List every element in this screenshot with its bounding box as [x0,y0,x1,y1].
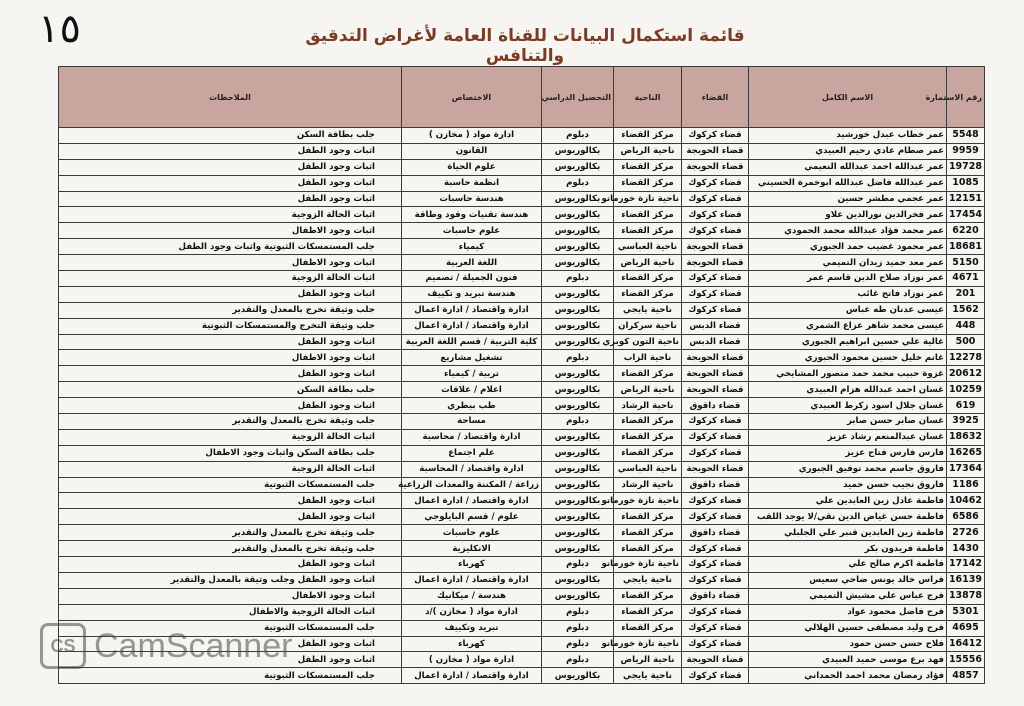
subdistrict-cell: مركز القضاء [614,620,682,636]
specialty-cell: القانون [402,143,542,159]
form-number-cell: 1430 [947,541,985,557]
header-specialty: الاختصاص [402,67,542,128]
full-name-cell: فاطمة فريدون بكر [749,541,947,557]
specialty-cell: تشغيل مشاريع [402,350,542,366]
district-cell: قضاء كركوك [682,286,749,302]
district-cell: قضاء كركوك [682,445,749,461]
degree-cell: بكالوريوس [542,382,614,398]
table-row [59,429,985,445]
header-subdistrict: الناحية [614,67,682,128]
specialty-cell: هندسة تبريد و تكييف [402,286,542,302]
table-row [59,668,985,684]
table-row [59,541,985,557]
specialty-cell: علوم حاسبات [402,223,542,239]
notes-cell: اثبات وجود الاطفال [59,223,402,239]
table-row [59,572,985,588]
header-notes: الملاحظات [59,67,402,128]
degree-cell: دبلوم [542,350,614,366]
full-name-cell: فاطمة حسن غياض الدين نقي/لا يوجد اللقب [749,509,947,525]
table-row [59,461,985,477]
notes-cell: اثبات وجود الطفل [59,334,402,350]
degree-cell: بكالوريوس [542,541,614,557]
district-cell: قضاء كركوك [682,636,749,652]
subdistrict-cell: ناحية يايجي [614,572,682,588]
header-form-no: رقم الاستمارة [947,67,985,128]
subdistrict-cell: ناحية العباسي [614,239,682,255]
notes-cell: اثبات الحالة الزوجية [59,207,402,223]
full-name-cell: غسان صابر حسن صابر [749,414,947,430]
full-name-cell: فهد برع موسى حميد العبيدي [749,652,947,668]
form-number-cell: 6220 [947,223,985,239]
subdistrict-cell: مركز القضاء [614,286,682,302]
district-cell: قضاء داقوق [682,588,749,604]
notes-cell: جلب المستمسكات الثبوتية [59,668,402,684]
full-name-cell: عيسى عدنان طه عباس [749,302,947,318]
subdistrict-cell: ناحية سركران [614,318,682,334]
table-row [59,271,985,287]
form-number-cell: 4671 [947,271,985,287]
full-name-cell: فاطمة اكرم صالح علي [749,557,947,573]
district-cell: قضاء كركوك [682,271,749,287]
degree-cell: دبلوم [542,414,614,430]
district-cell: قضاء داقوق [682,398,749,414]
full-name-cell: غالية علي حسين ابراهيم الجبوري [749,334,947,350]
specialty-cell: ادارة واقتصاد / ادارة اعمال [402,493,542,509]
notes-cell: جلب وثيقة تخرج بالمعدل والتقدير [59,541,402,557]
full-name-cell: عمر معد حميد زيدان التميمي [749,255,947,271]
full-name-cell: عمر عبدالله احمد عبدالله النعيمي [749,159,947,175]
specialty-cell: اعلام / علاقات [402,382,542,398]
degree-cell: بكالوريوس [542,255,614,271]
degree-cell: بكالوريوس [542,143,614,159]
table-row [59,286,985,302]
degree-cell: بكالوريوس [542,668,614,684]
document-title: قائمة استكمال البيانات للقناة العامة لأغراض التدقيق والتنافس [305,26,745,66]
header-district: القضاء [682,67,749,128]
district-cell: قضاء كركوك [682,541,749,557]
notes-cell: اثبات الحالة الزوجية والاطفال [59,604,402,620]
form-number-cell: 4857 [947,668,985,684]
subdistrict-cell: ناحية الرياض [614,652,682,668]
table-row [59,509,985,525]
full-name-cell: فرج عباس علي مشيش التميمي [749,588,947,604]
form-number-cell: 201 [947,286,985,302]
full-name-cell: فاروق جاسم محمد توفيق الجبوري [749,461,947,477]
degree-cell: دبلوم [542,636,614,652]
subdistrict-cell: مركز القضاء [614,223,682,239]
notes-cell: جلب بطاقة السكن واثبات وجود الاطفال [59,445,402,461]
subdistrict-cell: مركز القضاء [614,271,682,287]
notes-cell: اثبات وجود الطفل [59,159,402,175]
form-number-cell: 1186 [947,477,985,493]
subdistrict-cell: مركز القضاء [614,509,682,525]
form-number-cell: 5548 [947,128,985,144]
subdistrict-cell: ناحية الرشاد [614,398,682,414]
subdistrict-cell: مركز القضاء [614,207,682,223]
form-number-cell: 5301 [947,604,985,620]
subdistrict-cell: ناحية يايجي [614,668,682,684]
table-row [59,604,985,620]
form-number-cell: 16412 [947,636,985,652]
table-row [59,318,985,334]
notes-cell: اثبات وجود الطفل [59,636,402,652]
full-name-cell: فرح وليد مصطفى حسين الهلالي [749,620,947,636]
degree-cell: بكالوريوس [542,588,614,604]
form-number-cell: 17142 [947,557,985,573]
form-number-cell: 2726 [947,525,985,541]
table-row [59,302,985,318]
subdistrict-cell: مركز القضاء [614,366,682,382]
specialty-cell: كهرباء [402,557,542,573]
district-cell: قضاء الحويجة [682,652,749,668]
degree-cell: بكالوريوس [542,302,614,318]
full-name-cell: فاطمة زين العابدين قنبر علي الجلبلي [749,525,947,541]
full-name-cell: فلاح حسن حسن حمود [749,636,947,652]
subdistrict-cell: مركز القضاء [614,175,682,191]
degree-cell: بكالوريوس [542,318,614,334]
specialty-cell: ادارة واقتصاد / المحاسبة [402,461,542,477]
degree-cell: بكالوريوس [542,334,614,350]
subdistrict-cell: ناحية العباسي [614,461,682,477]
notes-cell: اثبات وجود الاطفال [59,255,402,271]
degree-cell: بكالوريوس [542,207,614,223]
subdistrict-cell: ناحية تازة خورماتو [614,557,682,573]
form-number-cell: 17454 [947,207,985,223]
notes-cell: جلب المستمسكات الثبوتية واثبات وجود الطفل [59,239,402,255]
district-cell: قضاء كركوك [682,207,749,223]
form-number-cell: 4695 [947,620,985,636]
degree-cell: بكالوريوس [542,429,614,445]
notes-cell: جلب وثيقة التخرج والمستمسكات الثبوتية [59,318,402,334]
district-cell: قضاء كركوك [682,557,749,573]
table-row [59,366,985,382]
table-row [59,382,985,398]
form-number-cell: 20612 [947,366,985,382]
notes-cell: اثبات وجود الطفل [59,286,402,302]
notes-cell: اثبات وجود الاطفال [59,588,402,604]
page-number: ١٥ [38,6,81,52]
specialty-cell: ادارة مواد ( مخازن ) [402,128,542,144]
camscanner-logo-icon: CS [40,623,86,669]
table-row [59,143,985,159]
district-cell: قضاء كركوك [682,223,749,239]
subdistrict-cell: ناحية تازة خورماتو [614,191,682,207]
degree-cell: بكالوريوس [542,366,614,382]
subdistrict-cell: ناحية الرياض [614,382,682,398]
table-row [59,255,985,271]
district-cell: قضاء كركوك [682,175,749,191]
degree-cell: بكالوريوس [542,191,614,207]
subdistrict-cell: ناحية تازة خورماتو [614,493,682,509]
specialty-cell: ادارة واقتصاد / محاسبة [402,429,542,445]
header-degree: التحصيل الدراسي [542,67,614,128]
degree-cell: دبلوم [542,175,614,191]
form-number-cell: 9959 [947,143,985,159]
notes-cell: جلب بطاقة السكن [59,128,402,144]
district-cell: قضاء الحويجة [682,350,749,366]
district-cell: قضاء كركوك [682,604,749,620]
specialty-cell: علم اجتماع [402,445,542,461]
subdistrict-cell: مركز القضاء [614,541,682,557]
district-cell: قضاء الحويجة [682,366,749,382]
table-row [59,334,985,350]
form-number-cell: 3925 [947,414,985,430]
specialty-cell: هندسة / ميكانيك [402,588,542,604]
specialty-cell: تربية / كيمياء [402,366,542,382]
district-cell: قضاء الحويجة [682,461,749,477]
notes-cell: اثبات وجود الطفل [59,652,402,668]
header-full-name: الاسم الكامل [749,67,947,128]
notes-cell: اثبات الحالة الزوجية [59,429,402,445]
specialty-cell: ادارة مواد ( مخازن )/د [402,604,542,620]
form-number-cell: 5150 [947,255,985,271]
district-cell: قضاء الحويجة [682,382,749,398]
district-cell: قضاء كركوك [682,509,749,525]
table-header-row [59,67,985,128]
district-cell: قضاء كركوك [682,620,749,636]
table-row [59,398,985,414]
full-name-cell: فرح فاضل محمود عواد [749,604,947,620]
full-name-cell: عمر نوزاد صلاح الدين قاسم عمر [749,271,947,287]
data-sheet [58,66,984,684]
degree-cell: دبلوم [542,557,614,573]
subdistrict-cell: ناحية الرشاد [614,477,682,493]
subdistrict-cell: ناحية يايجي [614,302,682,318]
notes-cell: اثبات وجود الطفل وجلب وثيقة بالمعدل والتقدير [59,572,402,588]
specialty-cell: كلية التربية / قسم اللغة العربية [402,334,542,350]
district-cell: قضاء كركوك [682,414,749,430]
district-cell: قضاء داقوق [682,477,749,493]
form-number-cell: 10259 [947,382,985,398]
full-name-cell: عمر فخرالدين نورالدين علاو [749,207,947,223]
specialty-cell: علوم / قسم البايلوجي [402,509,542,525]
subdistrict-cell: مركز القضاء [614,429,682,445]
notes-cell: اثبات وجود الطفل [59,509,402,525]
notes-cell: جلب وثيقة تخرج بالمعدل والتقدير [59,414,402,430]
subdistrict-cell: ناحية تازة خورماتو [614,636,682,652]
form-number-cell: 16139 [947,572,985,588]
notes-cell: اثبات الحالة الزوجية [59,271,402,287]
form-number-cell: 16265 [947,445,985,461]
subdistrict-cell: مركز القضاء [614,414,682,430]
full-name-cell: غسان جلال اسود زكرط العبيدي [749,398,947,414]
form-number-cell: 19728 [947,159,985,175]
full-name-cell: عمر نوزاد فاتح غائب [749,286,947,302]
full-name-cell: عيسى محمد شاهر عزاع الشمري [749,318,947,334]
specialty-cell: طب بيطري [402,398,542,414]
specialty-cell: مساحة [402,414,542,430]
specialty-cell: اللغة العربية [402,255,542,271]
degree-cell: بكالوريوس [542,525,614,541]
specialty-cell: هندسة تقنيات وقود وطاقة [402,207,542,223]
table-row [59,557,985,573]
district-cell: قضاء كركوك [682,572,749,588]
notes-cell: اثبات وجود الطفل [59,366,402,382]
degree-cell: دبلوم [542,620,614,636]
form-number-cell: 18681 [947,239,985,255]
full-name-cell: غانم خليل حسين محمود الجبوري [749,350,947,366]
form-number-cell: 12278 [947,350,985,366]
full-name-cell: عمر خطاب عبدل خورشيد [749,128,947,144]
district-cell: قضاء الحويجة [682,239,749,255]
notes-cell: اثبات وجود الاطفال [59,350,402,366]
degree-cell: بكالوريوس [542,223,614,239]
specialty-cell: علوم الحياة [402,159,542,175]
degree-cell: بكالوريوس [542,461,614,477]
notes-cell: اثبات وجود الطفل [59,143,402,159]
district-cell: قضاء كركوك [682,302,749,318]
subdistrict-cell: مركز القضاء [614,604,682,620]
degree-cell: دبلوم [542,128,614,144]
table-row [59,525,985,541]
specialty-cell: ادارة مواد ( مخازن ) [402,652,542,668]
full-name-cell: فراس خالد يونس ضاحي سعيس [749,572,947,588]
form-number-cell: 15556 [947,652,985,668]
table-row [59,477,985,493]
watermark-text: CamScanner [94,626,293,665]
subdistrict-cell: مركز القضاء [614,525,682,541]
degree-cell: بكالوريوس [542,159,614,175]
form-number-cell: 17364 [947,461,985,477]
degree-cell: بكالوريوس [542,286,614,302]
specialty-cell: انظمة حاسبة [402,175,542,191]
specialty-cell: كيمياء [402,239,542,255]
degree-cell: بكالوريوس [542,398,614,414]
full-name-cell: عمر عجمي مطشر حسين [749,191,947,207]
table-row [59,350,985,366]
subdistrict-cell: ناحية الرياض [614,143,682,159]
subdistrict-cell: ناحية التون كوبري [614,334,682,350]
subdistrict-cell: مركز القضاء [614,159,682,175]
table-row [59,493,985,509]
full-name-cell: فؤاد رمضان محمد احمد الحمداني [749,668,947,684]
notes-cell: جلب المستمسكات الثبوتية [59,477,402,493]
table-row [59,223,985,239]
table-row [59,191,985,207]
subdistrict-cell: ناحية الرياض [614,255,682,271]
full-name-cell: فاروق نجيب حسن حميد [749,477,947,493]
district-cell: قضاء كركوك [682,429,749,445]
form-number-cell: 18632 [947,429,985,445]
full-name-cell: عمر صطام عادي رحيم العبيدي [749,143,947,159]
subdistrict-cell: مركز القضاء [614,128,682,144]
district-cell: قضاء داقوق [682,525,749,541]
district-cell: قضاء الدبس [682,318,749,334]
table-row [59,445,985,461]
specialty-cell: علوم حاسبات [402,525,542,541]
subdistrict-cell: ناحية الزاب [614,350,682,366]
records-table [58,66,985,684]
degree-cell: بكالوريوس [542,477,614,493]
district-cell: قضاء كركوك [682,128,749,144]
full-name-cell: غسان احمد عبدالله هزام العبيدي [749,382,947,398]
notes-cell: اثبات وجود الطفل [59,398,402,414]
notes-cell: اثبات وجود الطفل [59,557,402,573]
table-row [59,207,985,223]
specialty-cell: كهرباء [402,636,542,652]
table-row [59,414,985,430]
specialty-cell: هندسة حاسبات [402,191,542,207]
degree-cell: بكالوريوس [542,509,614,525]
notes-cell: اثبات وجود الطفل [59,175,402,191]
subdistrict-cell: مركز القضاء [614,445,682,461]
form-number-cell: 500 [947,334,985,350]
full-name-cell: عمر محمد فؤاد عبدالله محمد الحمودي [749,223,947,239]
form-number-cell: 12151 [947,191,985,207]
notes-cell: جلب بطاقة السكن [59,382,402,398]
specialty-cell: ادارة واقتصاد / ادارة اعمال [402,668,542,684]
degree-cell: دبلوم [542,652,614,668]
specialty-cell: زراعة / المكننة والمعدات الزراعية [402,477,542,493]
form-number-cell: 6586 [947,509,985,525]
specialty-cell: تبريد وتكييف [402,620,542,636]
table-row [59,175,985,191]
specialty-cell: ادارة واقتصاد / ادارة اعمال [402,318,542,334]
full-name-cell: غزوة حبيب محمد حمد منصور المشايخي [749,366,947,382]
district-cell: قضاء الحويجة [682,159,749,175]
district-cell: قضاء الدبس [682,334,749,350]
degree-cell: دبلوم [542,604,614,620]
form-number-cell: 619 [947,398,985,414]
table-row [59,588,985,604]
full-name-cell: فارس فارس فتاح عزيز [749,445,947,461]
notes-cell: اثبات وجود الطفل [59,493,402,509]
degree-cell: دبلوم [542,271,614,287]
district-cell: قضاء كركوك [682,668,749,684]
full-name-cell: عمر محمود غضيب حمد الجبوري [749,239,947,255]
form-number-cell: 10462 [947,493,985,509]
full-name-cell: عمر عبدالله فاضل عبدالله ابوخمرة الحسيني [749,175,947,191]
specialty-cell: فنون الجميلة / تصميم [402,271,542,287]
degree-cell: بكالوريوس [542,493,614,509]
degree-cell: بكالوريوس [542,572,614,588]
form-number-cell: 1562 [947,302,985,318]
district-cell: قضاء الحويجة [682,143,749,159]
degree-cell: بكالوريوس [542,239,614,255]
form-number-cell: 448 [947,318,985,334]
specialty-cell: ادارة واقتصاد / ادارة اعمال [402,572,542,588]
degree-cell: بكالوريوس [542,445,614,461]
notes-cell: اثبات الحالة الزوجية [59,461,402,477]
table-row [59,128,985,144]
form-number-cell: 1085 [947,175,985,191]
notes-cell: جلب وثيقة تخرج بالمعدل والتقدير [59,302,402,318]
subdistrict-cell: مركز القضاء [614,588,682,604]
district-cell: قضاء كركوك [682,493,749,509]
notes-cell: جلب المستمسكات الثبوتية [59,620,402,636]
notes-cell: جلب وثيقة تخرج بالمعدل والتقدير [59,525,402,541]
specialty-cell: ادارة واقتصاد / ادارة اعمال [402,302,542,318]
full-name-cell: غسان عبدالمنعم رشاد عزيز [749,429,947,445]
camscanner-watermark [40,623,292,669]
specialty-cell: الانكليزية [402,541,542,557]
district-cell: قضاء كركوك [682,191,749,207]
full-name-cell: فاطمة عادل زين العابدين علي [749,493,947,509]
table-row [59,159,985,175]
table-row [59,239,985,255]
notes-cell: اثبات وجود الطفل [59,191,402,207]
district-cell: قضاء الحويجة [682,255,749,271]
form-number-cell: 13878 [947,588,985,604]
